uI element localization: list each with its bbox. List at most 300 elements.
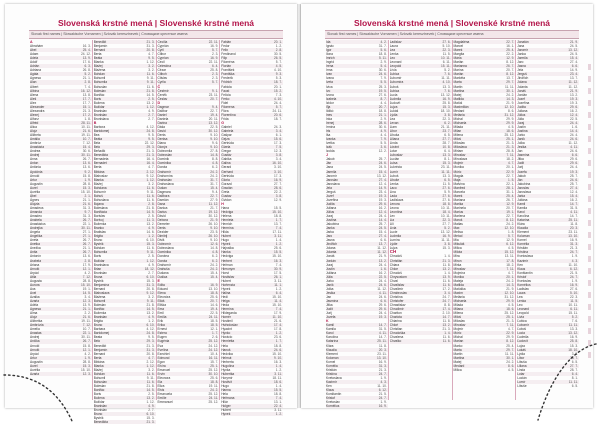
first-name: Alena — [30, 92, 39, 97]
name-day-date: 24. 2. — [506, 359, 515, 364]
first-name: Boleslav — [93, 303, 106, 308]
name-day-date: 5. 6. — [380, 48, 387, 53]
first-name: Milada — [453, 124, 463, 129]
first-name: Kazimír — [517, 258, 529, 263]
name-day-date: 16. 9. — [378, 404, 387, 409]
first-name: Andrej — [30, 153, 40, 158]
first-name: Konštantín — [326, 392, 342, 397]
first-name: Chrastislav — [389, 303, 406, 308]
name-day-date: 5. 2. — [444, 226, 451, 231]
name-day-date: 29. 6. — [378, 201, 387, 206]
first-name: Bernadeta — [93, 157, 109, 162]
name-day-date: 4. 5. — [508, 367, 515, 372]
name-day-date: 24. 4. — [570, 165, 578, 170]
first-name: Libor — [517, 355, 525, 360]
name-day-date: 8. 1. — [444, 157, 451, 162]
name-day-date: 23. 4. — [378, 189, 387, 194]
first-name: Elena — [157, 290, 166, 295]
name-day-date: 25. 12. — [208, 400, 219, 405]
first-name: Brigita — [93, 319, 103, 324]
first-name: Katarína — [517, 218, 530, 223]
name-day-date: 4. 11. — [379, 331, 387, 336]
name-day-date: 1. 9. — [571, 254, 578, 259]
name-day-date: 2. 5. — [148, 96, 155, 101]
name-day-date: 25. 4. — [506, 48, 515, 53]
name-day-date: 24. 2. — [506, 278, 515, 283]
first-name: Miroslava — [453, 157, 468, 162]
first-name: Alexander — [30, 104, 45, 109]
name-column — [156, 40, 220, 405]
first-name: Halina — [221, 290, 231, 295]
first-name: Angela — [30, 230, 40, 235]
first-name: Ladislava — [389, 197, 404, 202]
first-name: Gabriela — [221, 129, 234, 134]
name-day-date: 18. 6. — [506, 307, 515, 312]
name-day-date: 24. 6. — [378, 294, 387, 299]
name-day-date: 12. 10. — [504, 104, 515, 109]
name-day-date: 20. 3. — [378, 347, 387, 352]
first-name: Kornélius — [517, 282, 531, 287]
name-day-date: 7. 12. — [82, 141, 91, 146]
name-day-date: 3. 8. — [571, 351, 578, 356]
first-name: Hermína — [221, 226, 234, 231]
first-name: Borislav — [93, 214, 106, 219]
name-day-date: 22. 11. — [208, 60, 219, 65]
name-day-date: 16. 11. — [208, 355, 219, 360]
name-day-date: 27. 6. — [378, 92, 387, 97]
first-name: Hostivít — [221, 379, 232, 384]
name-day-date: 14. 8. — [210, 153, 219, 158]
first-name: Monika — [453, 165, 464, 170]
first-name: Hanka — [221, 250, 231, 255]
first-name: Leontína — [389, 209, 403, 214]
name-day-date: 15. 3. — [570, 343, 578, 348]
first-name: Hubert — [221, 234, 231, 239]
name-row — [158, 275, 220, 279]
name-day-date: 15. 5. — [274, 205, 282, 210]
first-name: Bohumil — [93, 76, 106, 81]
first-name: Debora — [157, 218, 168, 223]
first-name: Irmína — [326, 124, 336, 129]
first-name: Ivanka — [326, 137, 336, 142]
name-day-date: 25. 12. — [208, 367, 219, 372]
name-day-date: 14. 5. — [146, 388, 155, 393]
name-day-date: 15. 3. — [146, 278, 155, 283]
first-name: Lea — [389, 48, 396, 53]
name-day-date: 16. 2. — [378, 205, 387, 210]
first-name: Janka — [517, 52, 526, 57]
first-name: Jindřich — [517, 76, 529, 81]
first-name: Irenej — [326, 120, 334, 125]
name-day-date: 27. 4. — [570, 60, 578, 65]
name-day-date: 10. 4. — [210, 351, 219, 356]
name-day-date: 1. 12. — [146, 104, 155, 109]
first-name: Matúš — [453, 100, 463, 105]
name-day-date: 20. 1. — [506, 165, 515, 170]
name-day-date: 8. 8. — [212, 157, 219, 162]
first-name: Matias — [453, 222, 463, 227]
name-day-date: 25. 1. — [506, 315, 515, 320]
first-name: Andrea — [30, 149, 41, 154]
name-day-date: 4. 8. — [212, 250, 219, 255]
first-name: Dalibora — [157, 193, 170, 198]
name-day-date: 2. 7. — [148, 112, 155, 117]
first-name: Gizela — [221, 145, 231, 150]
first-name: Lea — [389, 116, 396, 121]
first-name: Henrietta — [221, 339, 235, 344]
name-day-date: 11. 11. — [504, 351, 515, 356]
name-day-date: 10. 11. — [440, 214, 451, 219]
name-day-date: 15. 6. — [274, 137, 282, 142]
first-name: Homér — [221, 315, 231, 320]
first-name: Dezider — [157, 230, 169, 235]
first-name: Jerguš — [326, 189, 336, 194]
name-day-date: 27. 4. — [378, 234, 387, 239]
name-row — [221, 198, 283, 202]
name-day-date: 11. 4. — [274, 299, 282, 303]
first-name: Jurko — [517, 133, 526, 138]
first-name: Fedor — [221, 44, 230, 49]
name-day-date: 20. 3. — [570, 226, 578, 231]
first-name: František — [221, 68, 235, 73]
right-name-columns — [325, 40, 579, 409]
first-name: Alex — [30, 100, 37, 105]
name-day-date: 12. 3. — [82, 299, 91, 303]
name-day-date: 9. 10. — [274, 355, 282, 360]
letter-heading: CH — [389, 249, 397, 255]
first-name: Christína — [389, 294, 403, 299]
name-day-date: 5. 2. — [571, 315, 578, 320]
name-day-date: 4. 2. — [380, 40, 387, 44]
first-name: Bruna — [93, 274, 103, 279]
first-name: Koloman — [517, 234, 530, 239]
first-name: Laura — [517, 290, 526, 295]
first-name: Erika — [157, 323, 165, 328]
first-name: Leopold — [389, 64, 402, 69]
name-day-date: 16. 1. — [506, 44, 515, 49]
name-day-date: 10. 7. — [82, 137, 91, 142]
name-day-date: 21. 3. — [146, 40, 155, 44]
name-day-date: 15. 11. — [440, 64, 451, 69]
name-day-date: 1. 9. — [380, 375, 387, 380]
first-name: Kvetoslav — [326, 400, 340, 405]
name-day-date: 22. 7. — [210, 108, 219, 113]
first-name: Marián — [453, 72, 464, 77]
name-day-date: 25. 6. — [210, 294, 219, 299]
first-name: Marinela — [453, 205, 466, 210]
first-name: Bonifác — [93, 307, 105, 312]
name-day-date: 3. 11. — [274, 278, 282, 283]
first-name: Božena — [93, 100, 105, 105]
first-name: Kvetoslav — [517, 278, 532, 283]
first-name: Lujza — [517, 343, 525, 348]
name-day-date: 2. 9. — [380, 60, 387, 65]
first-name: Filip — [221, 56, 228, 61]
first-name: Alan — [30, 80, 37, 85]
first-name: Mira — [453, 254, 460, 259]
name-day-date: 22. 5. — [378, 274, 387, 279]
name-day-date: 17. 3. — [274, 173, 282, 178]
first-name: Alexej — [30, 112, 39, 117]
name-day-date: 15. 10. — [272, 254, 282, 259]
name-day-date: 13. 6. — [82, 254, 91, 259]
first-name: Matilda — [453, 96, 464, 101]
name-day-date: 13. 10. — [208, 286, 219, 291]
name-day-date: 15. 3. — [146, 242, 155, 247]
first-name: Jozefa — [326, 315, 336, 320]
name-day-date: 26. 7. — [506, 64, 515, 69]
letter-heading: B — [93, 120, 97, 125]
first-name: Gvidon — [221, 197, 232, 202]
name-day-date: 15. 10. — [81, 189, 91, 194]
name-day-date: 1. 9. — [84, 177, 91, 182]
first-name: Ildikó — [326, 108, 334, 113]
name-day-date: 29. 3. — [146, 339, 155, 344]
first-name: Mariana — [453, 197, 466, 202]
first-name: Diana — [157, 141, 166, 146]
name-day-date: 16. 3. — [274, 359, 282, 364]
name-day-date: 25. 8. — [442, 100, 451, 105]
name-day-date: 28. 7. — [570, 367, 578, 372]
name-day-date: 1. 7. — [275, 218, 282, 223]
first-name: Janík — [517, 137, 525, 142]
letter-heading: J — [326, 153, 328, 158]
first-name: Ines — [326, 112, 333, 117]
name-day-date: 9. 11. — [146, 375, 155, 380]
first-name: Erik — [157, 319, 163, 324]
first-name: Juliána — [326, 270, 337, 275]
name-day-date: 25. 11. — [377, 339, 387, 344]
first-name: Arnošt — [30, 266, 40, 271]
name-day-date: 16. 2. — [570, 108, 578, 113]
first-name: Ela — [157, 379, 163, 384]
first-name: Ľudmila — [517, 335, 529, 340]
name-day-date: 16. 3. — [82, 44, 91, 49]
first-name: Marius — [453, 209, 464, 214]
name-day-date: 15. 5. — [274, 388, 282, 393]
first-name: Ken — [517, 262, 523, 267]
first-name: Ignác — [326, 44, 334, 49]
name-day-date: 21. 3. — [146, 149, 155, 154]
first-name: Dagmara — [157, 189, 171, 194]
first-name: Jolanta — [517, 84, 528, 89]
name-day-date: 13. 2. — [442, 266, 451, 271]
name-day-date: 23. 11. — [440, 165, 451, 170]
name-day-date: 12. 4. — [378, 181, 387, 186]
first-name: Izolda — [326, 149, 335, 154]
name-day-date: 25. 4. — [506, 193, 515, 198]
first-name: Hilár — [221, 400, 228, 405]
name-day-date: 6. 2. — [444, 120, 451, 125]
name-day-date: 15. 4. — [378, 230, 387, 235]
first-name: Jana — [517, 44, 525, 49]
first-name: Michaela — [453, 299, 467, 303]
first-name: Berta — [93, 355, 102, 360]
name-day-date: 8. 12. — [506, 60, 515, 65]
first-name: Hubertka — [221, 371, 235, 376]
first-name: Chvalislav — [389, 282, 405, 287]
name-day-date: 24. 4. — [570, 120, 578, 125]
name-day-date: 3. 11. — [274, 408, 282, 413]
name-day-date: 27. 6. — [442, 193, 451, 198]
name-day-date: 20. 11. — [208, 116, 219, 121]
name-day-date: 6. 10. — [146, 323, 155, 328]
name-day-date: 26. 7. — [82, 238, 91, 243]
first-name: Jerguš — [517, 72, 527, 77]
name-day-date: 11. 12. — [377, 286, 387, 291]
first-name: Marko — [453, 343, 463, 348]
first-name: Bratislav — [93, 230, 106, 235]
name-day-date: 2. 5. — [148, 214, 155, 219]
name-day-date: 16. 9. — [570, 335, 578, 340]
name-day-date: 7. 12. — [82, 323, 91, 328]
name-day-date: 4. 5. — [508, 246, 515, 251]
first-name: Blahoslav — [93, 173, 108, 178]
name-day-date: 2. 7. — [148, 270, 155, 275]
first-name: Martina — [453, 88, 465, 93]
name-day-date: 7. 3. — [275, 92, 282, 97]
first-name: Milica — [453, 367, 462, 372]
first-name: Kamila — [517, 205, 527, 210]
name-day-date: 22. 9. — [506, 169, 515, 174]
name-day-date: 24. 5. — [570, 44, 578, 49]
first-name: Kvetoslava — [326, 375, 342, 380]
name-day-date: 31. 3. — [146, 282, 155, 287]
name-day-date: 10. 11. — [440, 56, 451, 61]
first-name: Klaus — [326, 388, 334, 393]
first-name: Božena — [93, 396, 105, 401]
first-name: Bonifác — [93, 388, 105, 393]
first-name: Cézar — [157, 68, 167, 73]
name-day-date: 10. 11. — [440, 205, 451, 210]
name-day-date: 17. 8. — [274, 327, 282, 332]
first-name: Helga — [221, 299, 230, 303]
name-day-date: 14. 5. — [146, 307, 155, 312]
first-name: Ava — [30, 286, 36, 291]
name-day-date: 6. 5. — [571, 383, 578, 388]
first-name: Lujza — [389, 246, 398, 251]
first-name: Damián — [157, 197, 169, 202]
first-name: Ľubomír — [517, 323, 529, 328]
name-day-date: 13. 9. — [82, 303, 91, 308]
name-day-date: 13. 12. — [568, 48, 578, 53]
name-day-date: 28. 6. — [274, 185, 282, 190]
first-name: Jozefa — [517, 169, 527, 174]
name-day-date: 21. 3. — [378, 367, 387, 372]
first-name: Katarína — [326, 339, 339, 344]
name-day-date: 29. 3. — [146, 145, 155, 150]
first-name: Hedi — [221, 294, 228, 299]
name-day-date: 20. 1. — [274, 40, 282, 44]
first-name: Arpád — [30, 351, 39, 356]
name-day-date: 16. 9. — [570, 238, 578, 243]
first-name: Judit — [517, 161, 524, 166]
first-name: Jurij — [517, 165, 524, 170]
name-day-date: 5. 3. — [275, 76, 282, 81]
name-day-date: 7. 11. — [506, 153, 515, 158]
name-day-date: 24. 12. — [81, 52, 91, 57]
first-name: Edita — [157, 282, 165, 287]
first-name: Christian — [389, 327, 403, 332]
name-day-date: 9. 5. — [148, 56, 155, 61]
name-day-date: 4. 3. — [380, 379, 387, 384]
name-day-date: 10. 11. — [81, 124, 91, 129]
first-name: Filomena — [221, 104, 235, 109]
first-name: Abrahám — [30, 44, 43, 49]
first-name: Hela — [221, 392, 228, 397]
name-day-date: 19. 4. — [210, 112, 219, 117]
name-row — [454, 368, 516, 372]
name-day-date: 16. 9. — [210, 56, 219, 61]
name-day-date: 30. 6. — [378, 68, 387, 73]
first-name: Lukrécia — [389, 165, 402, 170]
name-day-date: 27. 4. — [570, 185, 578, 190]
first-name: Izidor — [326, 100, 334, 105]
name-day-date: 22. 11. — [208, 40, 219, 44]
name-day-date: 13. 3. — [442, 173, 451, 178]
name-day-date: 13. 9. — [442, 274, 451, 279]
first-name: Emanuel — [157, 367, 171, 372]
first-name: Gregor — [221, 149, 232, 154]
name-day-date: 11. 3. — [146, 218, 155, 223]
first-name: Marian — [453, 339, 464, 344]
first-name: Egon — [157, 359, 165, 364]
name-day-date: 4. 7. — [148, 165, 155, 170]
name-day-date: 14. 5. — [82, 290, 91, 295]
name-day-date: 27. 1. — [82, 230, 91, 235]
name-day-date: 19. 3. — [378, 315, 387, 320]
name-day-date: 30. 5. — [274, 52, 282, 57]
name-day-date: 17. 2. — [442, 286, 451, 291]
first-name: Hyacint — [221, 327, 232, 332]
first-name: Boženka — [93, 311, 107, 316]
name-day-date: 6. 12. — [570, 266, 578, 271]
name-day-date: 29. 9. — [506, 299, 515, 303]
name-day-date: 1. 12. — [146, 258, 155, 263]
first-name: Lukáš — [389, 108, 399, 113]
name-day-date: 21. 7. — [210, 205, 219, 210]
first-name: Leonard — [517, 307, 529, 312]
first-name: Chvalena — [389, 335, 404, 340]
first-name: Milena — [453, 133, 463, 138]
name-day-date: 3. 2. — [148, 181, 155, 186]
first-name: Chrudoška — [389, 331, 406, 336]
name-day-date: 24. 6. — [570, 149, 578, 154]
first-name: Jonáš — [517, 88, 526, 93]
first-name: Fidel — [221, 100, 229, 105]
name-day-date: 22. 12. — [144, 141, 155, 146]
name-day-date: 22. 1. — [82, 222, 91, 227]
name-day-date: 4. 10. — [274, 96, 282, 101]
name-day-date: 7. 9. — [380, 137, 387, 142]
first-name: Filoména — [221, 60, 235, 65]
name-day-date: 9. 12. — [146, 173, 155, 178]
name-day-date: 8. 12. — [506, 72, 515, 77]
first-name: Drahomír — [157, 169, 171, 174]
first-name: Drahuša — [157, 266, 170, 271]
name-day-date: 2. 7. — [148, 116, 155, 121]
first-name: Alexandra — [30, 108, 45, 113]
first-name: Helmut — [221, 355, 232, 360]
first-name: Lýdia — [389, 112, 398, 117]
first-name: Lýdie — [389, 242, 398, 247]
first-name: Anežka — [30, 246, 41, 251]
first-name: Blahoslava — [93, 290, 110, 295]
first-name: Igor — [326, 48, 332, 53]
name-day-date: 7. 5. — [275, 145, 282, 150]
first-name: Amadeus — [30, 205, 44, 210]
first-name: Henrich — [221, 222, 233, 227]
